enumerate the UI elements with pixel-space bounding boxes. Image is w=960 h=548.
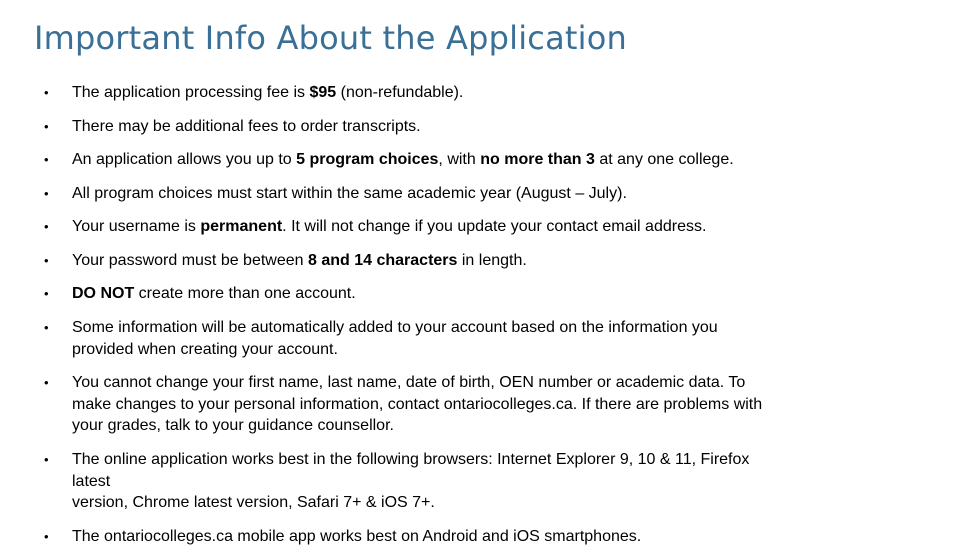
bullet-text <box>72 526 844 548</box>
bullet-dot-icon: • <box>44 152 49 167</box>
bullet-text-run: An application allows you up to <box>72 151 297 168</box>
bullet-dot-icon: • <box>44 186 49 201</box>
bullet-text <box>72 317 844 360</box>
bullet-text <box>72 216 844 238</box>
bullet-text <box>72 250 844 272</box>
bullet-item <box>44 82 844 104</box>
bullet-line: latest <box>72 472 111 490</box>
bullet-line: The online application works best in the following browsers: Internet Explorer 9, 10 & 11, Firefox <box>72 451 750 468</box>
bullet-line: version, Chrome latest version, Safari 7+ & iOS 7+. <box>72 494 435 511</box>
bullet-text-run: Your username is <box>72 218 201 235</box>
bullet-dot-icon: • <box>44 85 49 100</box>
bullet-item <box>44 216 844 238</box>
bullet-dot-icon: • <box>44 253 49 268</box>
bullet-line: The ontariocolleges.ca mobile app works best on Android and iOS smartphones. <box>72 528 642 545</box>
bullet-emphasis: DO NOT <box>72 285 135 302</box>
bullet-text-run: There may be additional fees to order transcripts. <box>72 118 421 135</box>
bullet-dot-icon: • <box>44 529 49 544</box>
bullet-item <box>44 149 844 171</box>
bullet-line: provided when creating your account. <box>72 340 338 358</box>
bullet-item <box>44 372 844 437</box>
bullet-text <box>72 283 844 305</box>
bullet-text-run: . It will not change if you update your contact email address. <box>282 218 707 235</box>
bullet-text <box>72 149 844 171</box>
bullet-text <box>72 116 844 138</box>
bullet-text-run: , with <box>438 151 481 168</box>
bullet-item <box>44 183 844 205</box>
bullet-text-run: Your password must be between <box>72 252 308 269</box>
bullet-text-run: (non-refundable). <box>336 84 464 101</box>
bullet-emphasis: no more than 3 <box>480 151 595 168</box>
bullet-text <box>72 82 844 104</box>
bullet-dot-icon: • <box>44 119 49 134</box>
bullet-item <box>44 317 844 360</box>
bullet-item <box>44 449 844 514</box>
bullet-text-run: at any one college. <box>594 151 734 168</box>
bullet-line: Some information will be automatically added to your account based on the information you <box>72 319 718 336</box>
bullet-dot-icon: • <box>44 286 49 301</box>
bullet-emphasis: 5 program choices <box>296 151 439 168</box>
bullet-text-run: in length. <box>457 252 527 269</box>
bullet-dot-icon: • <box>44 320 49 335</box>
bullet-item <box>44 116 844 138</box>
bullet-dot-icon: • <box>44 219 49 234</box>
bullet-emphasis: 8 and 14 characters <box>308 252 458 269</box>
bullet-text-run: All program choices must start within the same academic year (August – July). <box>72 185 627 202</box>
bullet-line: your grades, talk to your guidance counsellor. <box>72 417 394 434</box>
bullet-item <box>44 526 844 548</box>
bullet-emphasis: $95 <box>309 84 337 101</box>
bullet-line: You cannot change your first name, last name, date of birth, OEN number or academic data. To <box>72 374 746 391</box>
bullet-dot-icon: • <box>44 452 49 467</box>
bullet-text <box>72 183 844 205</box>
bullet-text-run: The application processing fee is <box>72 84 310 101</box>
bullet-text <box>72 372 844 437</box>
bullet-emphasis: permanent <box>200 218 283 235</box>
bullet-line: make changes to your personal information, contact ontariocolleges.ca. If there are problems with <box>72 395 763 413</box>
bullet-item <box>44 283 844 305</box>
bullet-item <box>44 250 844 272</box>
bullet-text-run: create more than one account. <box>134 285 356 302</box>
bullet-text <box>72 449 844 514</box>
bullet-dot-icon: • <box>44 375 49 390</box>
slide-title: Important Info About the Application <box>34 19 628 57</box>
